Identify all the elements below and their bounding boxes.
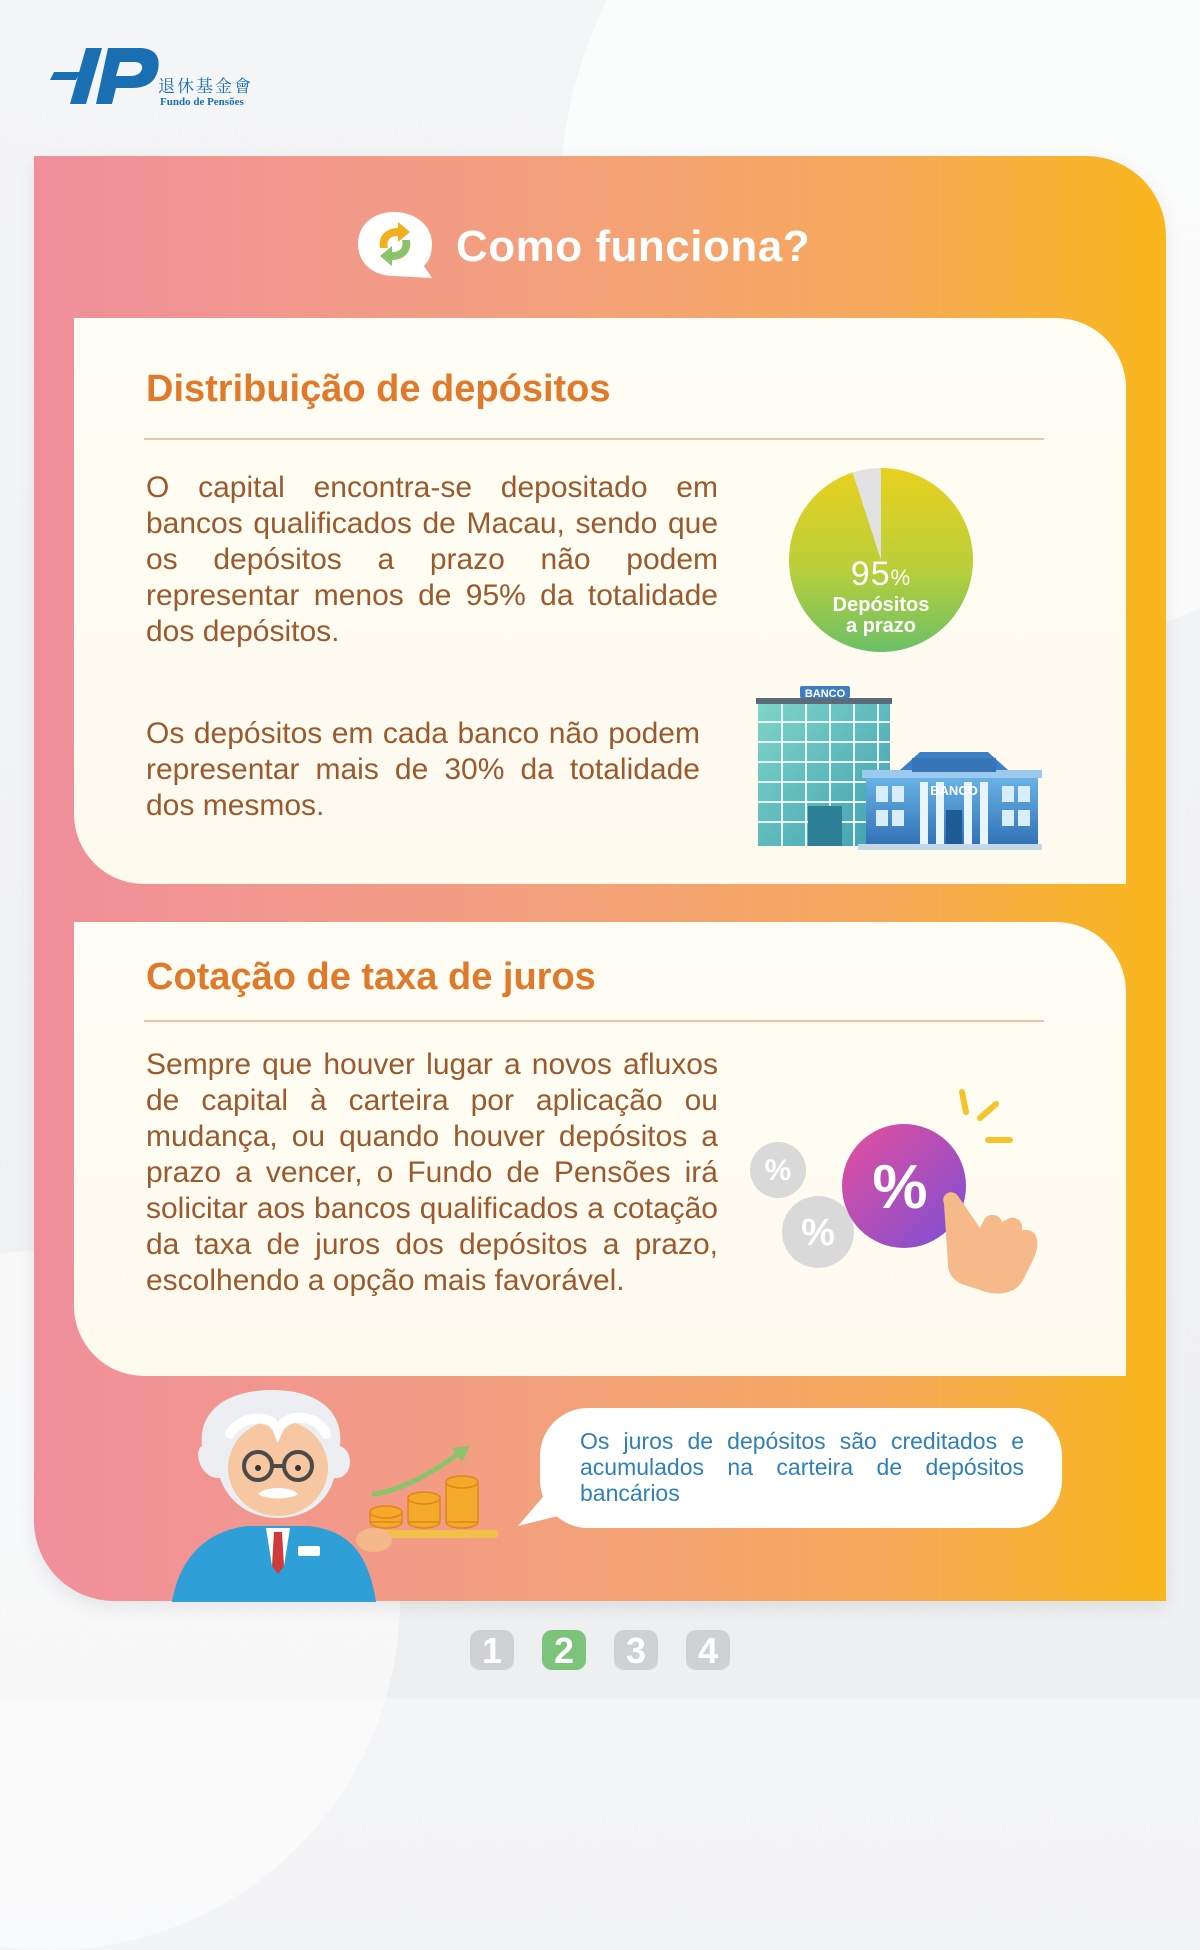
interest-paragraph: Sempre que houver lugar a novos afluxos de capital à carteira por aplicação ou mudança, ou quando houver depósitos a prazo a vencer, o Fundo de Pensões irá solicitar aos bancos qualificados a cotação da taxa de juros dos depósitos a prazo, escolhendo a opção mais favorável.: [146, 1048, 718, 1297]
pie-label-line2: a prazo: [845, 615, 917, 637]
svg-text:%: %: [801, 1212, 835, 1254]
divider: [144, 1020, 1044, 1022]
page-1-button[interactable]: 1: [470, 1630, 514, 1670]
speech-text: Os juros de depósitos são creditados e acumulados na carteira de depósitos bancários: [580, 1428, 1024, 1506]
pie-label-line1: Depósitos: [832, 594, 930, 616]
bank-building-icon: [752, 686, 1042, 852]
page-3-button[interactable]: 3: [614, 1630, 658, 1670]
bank-building-tag: BANCO: [930, 783, 978, 798]
exchange-arrows-icon: [354, 208, 438, 282]
pie-value-unit: %: [890, 565, 912, 590]
pie-value: [786, 555, 976, 594]
divider: [144, 438, 1044, 440]
deposits-paragraph-2: Os depósitos em cada banco não podem representar mais de 30% da totalidade dos mesmos.: [146, 717, 700, 822]
svg-text:%: %: [764, 1154, 792, 1187]
elderly-man-illustration: [162, 1390, 502, 1602]
section-title-deposits: Distribuição de depósitos: [146, 368, 611, 410]
fund-logo-icon: [50, 42, 160, 106]
deposits-paragraph-1: O capital encontra-se depositado em bancos qualificados de Macau, sendo que os depósitos a prazo não podem representar menos de 95% da totalidade dos depósitos.: [146, 471, 718, 648]
section-title-interest: Cotação de taxa de juros: [146, 956, 596, 998]
page-2-button[interactable]: 2: [542, 1630, 586, 1670]
logo: [50, 42, 290, 114]
logo-portuguese-name: Fundo de Pensões: [160, 96, 244, 108]
page-4-button[interactable]: 4: [686, 1630, 730, 1670]
svg-text:%: %: [872, 1153, 928, 1222]
pie-label: [786, 595, 976, 637]
pie-value-number: 95: [850, 555, 891, 593]
page-heading: Como funciona?: [456, 222, 811, 271]
percent-tap-icon: [748, 1082, 1048, 1302]
logo-chinese-name: 退休基金會: [158, 77, 253, 97]
bank-tower-tag: BANCO: [804, 688, 846, 700]
speech-bubble-tail: [518, 1470, 568, 1530]
